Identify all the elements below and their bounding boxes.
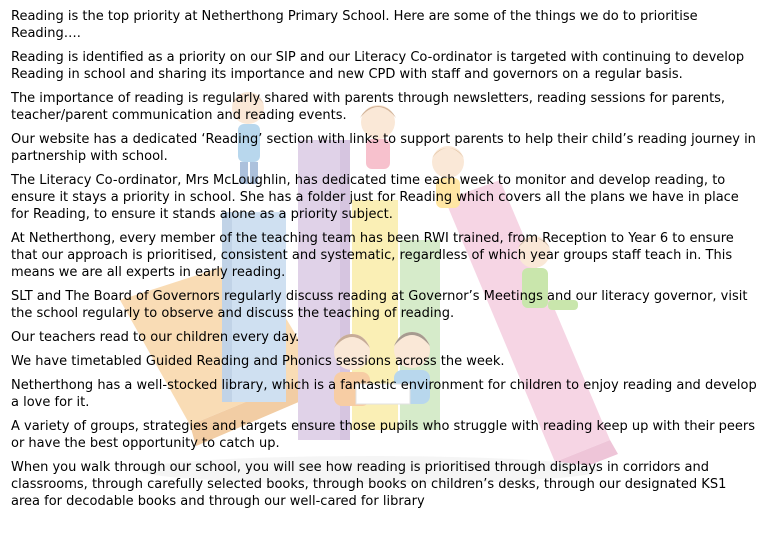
paragraph-sip-priority: Reading is identified as a priority on our SIP and our Literacy Co-ordinator is targeted with continuing to develop Reading in school and sharing its importance and new CPD with staff and governors on a regular basis.: [11, 50, 745, 82]
paragraph-support-groups: A variety of groups, strategies and targets ensure those pupils who struggle with reading keep up with their peers or have the best opportunity to catch up.: [11, 419, 756, 451]
paragraph-rwi-training: At Netherthong, every member of the teaching team has been RWI trained, from Reception to Year 6 to ensure that our approach is prioritised, consistent and systematic, regardless of which year groups staff teach in. This means we are all experts in early reading.: [11, 231, 734, 280]
paragraph-school-walkthrough: When you walk through our school, you will see how reading is prioritised through displays in corridors and classrooms, through carefully selected books, through books on children’s desks, through our designated KS1 area for decodable books and through our well-cared for library: [11, 460, 727, 509]
paragraph-parents: The importance of reading is regularly shared with parents through newsletters, reading sessions for parents, teacher/parent communication and reading events.: [11, 91, 726, 123]
paragraph-governors: SLT and The Board of Governors regularly discuss reading at Governor’s Meetings and our literacy governor, visit the school regularly to observe and discuss the teaching of reading.: [11, 289, 748, 321]
paragraph-website: Our website has a dedicated ‘Reading’ section with links to support parents to help their child’s reading journey in partnership with school.: [11, 132, 756, 164]
paragraph-guided-reading: We have timetabled Guided Reading and Phonics sessions across the week.: [11, 354, 505, 369]
paragraph-intro: Reading is the top priority at Netherthong Primary School. Here are some of the things we do to prioritise Reading….: [11, 9, 698, 41]
paragraph-literacy-coordinator: The Literacy Co-ordinator, Mrs McLoughlin, has dedicated time each week to monitor and develop reading, to ensure it stays a priority in school. She has a folder just for Reading which covers all the plans we have in place for Reading, to ensure it stands alone as a priority subject.: [11, 173, 739, 222]
paragraph-teachers-read: Our teachers read to our children every day.: [11, 330, 300, 345]
paragraph-library: Netherthong has a well-stocked library, which is a fantastic environment for children to enjoy reading and develop a love for it.: [11, 378, 757, 410]
